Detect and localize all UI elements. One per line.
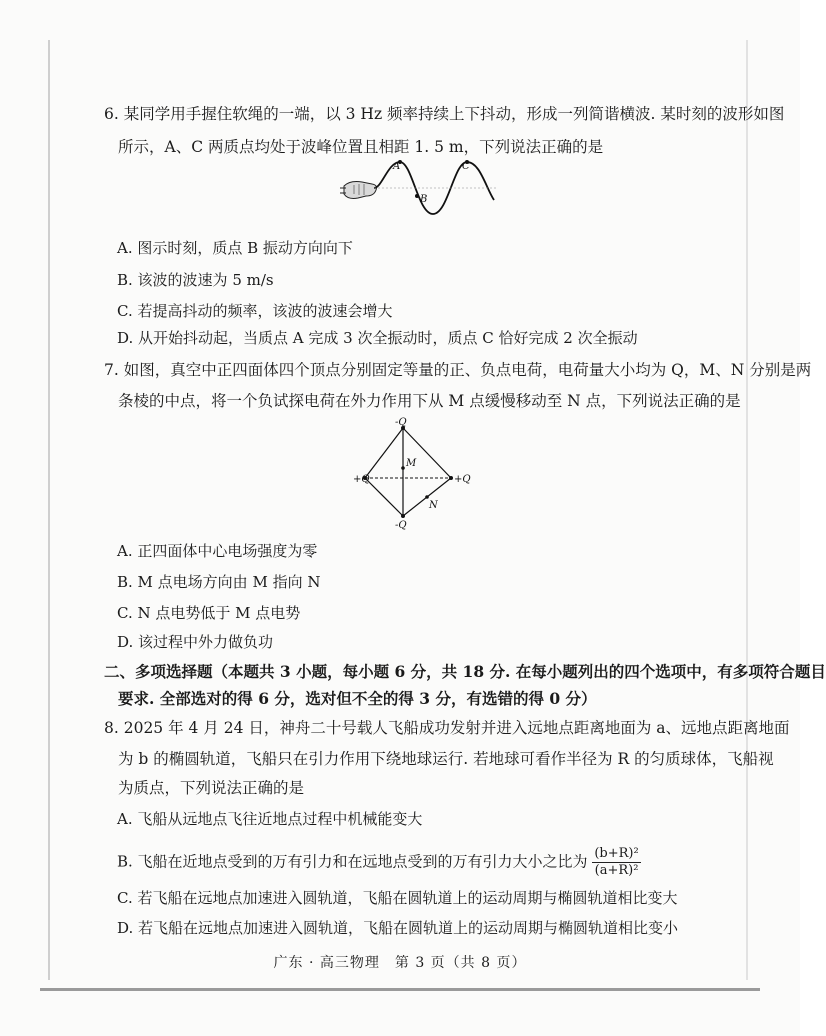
q8-stem-line1: 8. 2025 年 4 月 24 日，神舟二十号载人飞船成功发射并进入远地点距离地面为 a、远地点距离地面 xyxy=(104,719,790,737)
q8-option-c: C. 若飞船在远地点加速进入圆轨道，飞船在圆轨道上的运动周期与椭圆轨道相比变大 xyxy=(117,889,678,907)
page-footer: 广东 · 高三物理 第 3 页（共 8 页） xyxy=(273,955,527,971)
q6-stem-line2: 所示，A、C 两质点均处于波峰位置且相距 1. 5 m，下列说法正确的是 xyxy=(118,138,604,156)
q7-tetrahedron-figure xyxy=(353,417,471,531)
q7-option-b: B. M 点电场方向由 M 指向 N xyxy=(117,573,321,591)
fraction-numerator: (b+R)² xyxy=(594,846,639,861)
q6-option-b: B. 该波的波速为 5 m/s xyxy=(117,271,274,289)
q7-option-a: A. 正四面体中心电场强度为零 xyxy=(117,542,318,560)
vertex-bottom-label: -Q xyxy=(395,520,407,531)
scan-bottom-edge xyxy=(40,988,760,991)
hand-icon xyxy=(340,182,377,199)
q8-option-b xyxy=(117,846,641,879)
q7-option-c: C. N 点电势低于 M 点电势 xyxy=(117,604,301,622)
q8-option-b-text: B. 飞船在近地点受到的万有引力和在远地点受到的万有引力大小之比为 xyxy=(117,852,588,871)
label-a: A xyxy=(393,161,401,172)
fraction-denominator: (a+R)² xyxy=(594,863,639,878)
q6-option-c: C. 若提高抖动的频率，该波的波速会增大 xyxy=(117,302,393,320)
point-n-label: N xyxy=(429,500,438,511)
scan-edge-right xyxy=(746,40,748,980)
label-c: C xyxy=(462,161,470,172)
q8-option-b-fraction xyxy=(592,846,640,879)
vertex-left-label: +Q xyxy=(353,474,370,485)
q7-option-d: D. 该过程中外力做负功 xyxy=(117,633,274,651)
q7-stem-line1: 7. 如图，真空中正四面体四个顶点分别固定等量的正、负点电荷，电荷量大小均为 Q，M、N 分别是两 xyxy=(104,361,812,379)
q8-stem-line2: 为 b 的椭圆轨道，飞船只在引力作用下绕地球运行. 若地球可看作半径为 R 的匀质球体，飞船视 xyxy=(118,750,774,768)
q6-option-d: D. 从开始抖动起，当质点 A 完成 3 次全振动时，质点 C 恰好完成 2 次全振动 xyxy=(117,329,638,347)
section-2-heading-line1: 二、多项选择题（本题共 3 小题，每小题 6 分，共 18 分. 在每小题列出的四个选项中，有多项符合题目 xyxy=(104,662,826,681)
q6-stem-line1: 6. 某同学用手握住软绳的一端，以 3 Hz 频率持续上下抖动，形成一列简谐横波. 某时刻的波形如图 xyxy=(104,105,785,123)
q8-stem-line3: 为质点，下列说法正确的是 xyxy=(118,779,305,797)
label-b: B xyxy=(420,194,428,205)
q6-wave-figure xyxy=(340,158,500,220)
q6-option-a: A. 图示时刻，质点 B 振动方向向下 xyxy=(117,239,353,257)
scan-edge-left xyxy=(48,40,50,980)
q8-option-d: D. 若飞船在远地点加速进入圆轨道，飞船在圆轨道上的运动周期与椭圆轨道相比变小 xyxy=(117,919,679,937)
vertex-right-label: +Q xyxy=(454,474,471,485)
q8-option-a: A. 飞船从远地点飞往近地点过程中机械能变大 xyxy=(117,810,423,828)
q7-stem-line2: 条棱的中点，将一个负试探电荷在外力作用下从 M 点缓慢移动至 N 点，下列说法正确的是 xyxy=(118,392,741,410)
section-2-heading-line2: 要求. 全部选对的得 6 分，选对但不全的得 3 分，有选错的得 0 分） xyxy=(118,689,597,708)
point-m-label: M xyxy=(406,458,417,469)
vertex-top-label: -Q xyxy=(395,417,407,428)
